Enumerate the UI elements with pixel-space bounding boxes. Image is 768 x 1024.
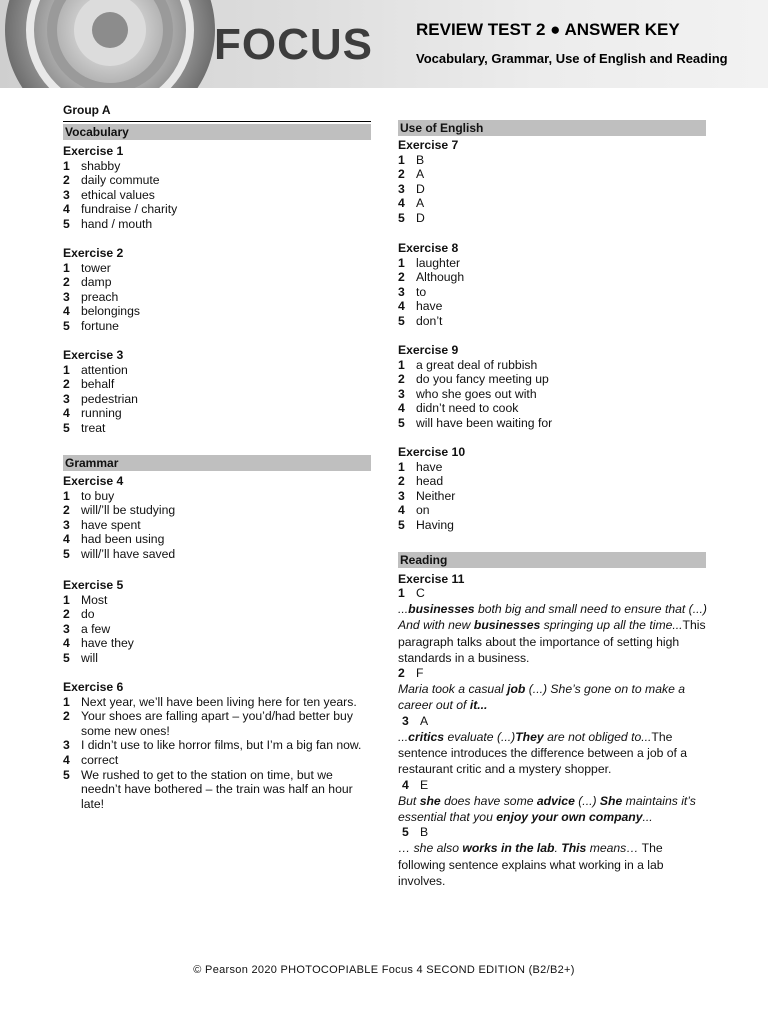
answer-item: [398, 503, 706, 518]
answer-text: who she goes out with: [416, 386, 537, 401]
answer-item: [398, 401, 706, 416]
answer-text: ethical values: [81, 187, 155, 202]
answer-number: 3: [398, 284, 405, 299]
answer-item: [63, 275, 371, 290]
reading-evidence-2: Maria took a casual job (...) She’s gone on to make a career out of it...: [398, 682, 686, 713]
exercise-7: [398, 138, 706, 226]
brand-disc-graphic: [0, 0, 240, 88]
answer-item: [398, 372, 706, 387]
answer-item: [398, 358, 706, 373]
exercise-10: [398, 445, 706, 533]
answer-number: 1: [63, 694, 70, 709]
section-reading: Reading: [398, 552, 706, 568]
answer-number: 2: [398, 474, 405, 489]
answer-number: 5: [63, 650, 70, 665]
answer-text: treat: [81, 420, 106, 435]
answer-item: [63, 377, 371, 392]
exercise-title: Exercise 4: [63, 474, 124, 488]
answer-item: [398, 416, 706, 431]
section-grammar: Grammar: [63, 455, 371, 471]
answer-text: daily commute: [81, 173, 160, 188]
answer-number: 3: [63, 391, 70, 406]
answer-number: 1: [63, 158, 70, 173]
answer-number: 4: [398, 401, 405, 416]
answer-item: [63, 593, 371, 608]
reading-evidence-3: ...critics evaluate (...)They are not obliged to...The sentence introduces the difference between a job of a restaurant critic and a mystery shopper.: [398, 729, 688, 777]
answer-item: [398, 387, 706, 402]
answer-item: [63, 695, 363, 710]
answer-item: [63, 518, 371, 533]
document-title: REVIEW TEST 2 ● ANSWER KEY: [416, 20, 680, 39]
answer-item: [398, 167, 706, 182]
reading-answer-5: 5 B: [402, 825, 429, 840]
answer-item: [63, 738, 363, 753]
answer-item: [398, 256, 706, 271]
exercise-title: Exercise 5: [63, 578, 124, 592]
answer-text: had been using: [81, 532, 165, 547]
answer-item: [63, 421, 371, 436]
answer-text: fundraise / charity: [81, 202, 178, 217]
answer-number: 5: [398, 210, 405, 225]
answer-text: D: [416, 210, 425, 225]
answer-number: 2: [63, 173, 70, 188]
answer-item: [63, 188, 371, 203]
group-divider: [63, 121, 371, 122]
answer-item: [63, 636, 371, 651]
answer-item: [63, 547, 371, 562]
section-use-of-english: Use of English: [398, 120, 706, 136]
answer-text: We rushed to get to the station on time, but we needn’t have bothered – the train was half an hour late!: [81, 767, 353, 811]
answer-number: 2: [63, 503, 70, 518]
answer-text: correct: [81, 752, 119, 767]
answer-text: preach: [81, 289, 119, 304]
answer-number: 2: [63, 709, 70, 724]
answer-number: 5: [63, 546, 70, 561]
answer-item: [398, 211, 706, 226]
exercise-title: Exercise 6: [63, 680, 124, 694]
answer-number: 2: [63, 275, 70, 290]
answer-number: 3: [63, 517, 70, 532]
answer-item: [63, 489, 371, 504]
reading-evidence-1: ...businesses both big and small need to ensure that (...) And with new businesses springing up all the time...This paragraph talks about the importance of setting high standards in a business.: [398, 602, 707, 665]
answer-number: 5: [63, 767, 70, 782]
answer-item: [398, 460, 706, 475]
answer-text: shabby: [81, 158, 121, 173]
answer-number: 4: [63, 406, 70, 421]
reading-evidence-4: But she does have some advice (...) She maintains it’s essential that you enjoy your own company...: [398, 793, 696, 824]
answer-number: 1: [63, 488, 70, 503]
answer-text: have: [416, 299, 443, 314]
exercise-title: Exercise 1: [63, 144, 124, 158]
answer-number: 1: [63, 592, 70, 607]
answer-text: do you fancy meeting up: [416, 372, 549, 387]
answer-number: 3: [63, 187, 70, 202]
exercise-title: Exercise 3: [63, 348, 124, 362]
exercise-11: [398, 572, 708, 889]
answer-text: laughter: [416, 255, 461, 270]
reading-answer-1: 1 C: [398, 586, 425, 600]
answer-text: didn’t need to cook: [416, 401, 519, 416]
answer-number: 5: [63, 216, 70, 231]
answer-text: will/’ll be studying: [81, 503, 176, 518]
answer-item: [63, 159, 371, 174]
answer-text: Most: [81, 592, 108, 607]
exercise-title: Exercise 11: [398, 572, 465, 586]
section-vocabulary: Vocabulary: [63, 124, 371, 140]
answer-text: Your shoes are falling apart – you’d/had better buy some new ones!: [81, 709, 353, 738]
answer-text: B: [416, 152, 425, 167]
group-label: Group A: [63, 103, 111, 117]
answer-item: [63, 290, 371, 305]
answer-text: will have been waiting for: [416, 415, 553, 430]
answer-number: 1: [398, 459, 405, 474]
answer-number: 3: [398, 488, 405, 503]
answer-text: Next year, we’ll have been living here for ten years.: [81, 694, 357, 709]
answer-text: A: [416, 167, 425, 182]
answer-number: 1: [63, 362, 70, 377]
answer-text: a few: [81, 621, 111, 636]
answer-text: to: [416, 284, 427, 299]
answer-number: 5: [63, 420, 70, 435]
document-subtitle: Vocabulary, Grammar, Use of English and Reading: [416, 51, 728, 66]
answer-number: 4: [398, 503, 405, 518]
answer-number: 1: [63, 260, 70, 275]
answer-item: [63, 768, 363, 812]
answer-number: 1: [398, 357, 405, 372]
answer-number: 4: [63, 304, 70, 319]
answer-item: [398, 270, 706, 285]
answer-text: have they: [81, 636, 134, 651]
answer-number: 5: [398, 415, 405, 430]
answer-text: to buy: [81, 488, 115, 503]
answer-item: [63, 173, 371, 188]
exercise-title: Exercise 7: [398, 138, 459, 152]
answer-text: have: [416, 459, 443, 474]
answer-text: behalf: [81, 377, 115, 392]
answer-number: 5: [398, 313, 405, 328]
answer-number: 1: [398, 152, 405, 167]
exercise-3: [63, 348, 371, 436]
answer-item: [63, 217, 371, 232]
answer-text: do: [81, 607, 95, 622]
answer-item: [398, 285, 706, 300]
answer-text: a great deal of rubbish: [416, 357, 538, 372]
exercise-9: [398, 343, 706, 431]
answer-text: attention: [81, 362, 128, 377]
answer-text: Having: [416, 517, 454, 532]
page-header: [0, 0, 768, 88]
answer-item: [63, 532, 371, 547]
exercise-1: [63, 144, 371, 232]
answer-text: running: [81, 406, 122, 421]
answer-item: [63, 607, 371, 622]
reading-answer-3: 3 A: [402, 713, 429, 728]
reading-evidence-5: … she also works in the lab. This means… The following sentence explains what working in a lab involves.: [398, 841, 664, 888]
answer-number: 5: [63, 318, 70, 333]
answer-item: [398, 518, 706, 533]
brand-logo: FOCUS: [214, 20, 373, 69]
answer-text: tower: [81, 260, 111, 275]
answer-number: 1: [398, 255, 405, 270]
answer-number: 3: [63, 289, 70, 304]
answer-number: 3: [398, 181, 405, 196]
answer-item: [63, 304, 371, 319]
answer-text: damp: [81, 275, 112, 290]
answer-number: 2: [398, 270, 405, 285]
answer-text: head: [416, 474, 444, 489]
answer-number: 4: [398, 299, 405, 314]
answer-item: [398, 182, 706, 197]
answer-number: 4: [398, 196, 405, 211]
answer-number: 4: [63, 202, 70, 217]
answer-item: [63, 503, 371, 518]
exercise-title: Exercise 8: [398, 241, 459, 255]
answer-item: [398, 153, 706, 168]
exercise-6: [63, 680, 363, 811]
answer-item: [63, 709, 363, 738]
answer-item: [63, 319, 371, 334]
answer-text: hand / mouth: [81, 216, 153, 231]
exercise-8: [398, 241, 706, 329]
exercise-4: [63, 474, 371, 562]
answer-text: on: [416, 503, 430, 518]
answer-item: [63, 406, 371, 421]
answer-item: [63, 392, 371, 407]
answer-number: 2: [398, 372, 405, 387]
answer-number: 5: [398, 517, 405, 532]
exercise-2: [63, 246, 371, 334]
answer-text: A: [416, 196, 425, 211]
answer-number: 3: [63, 738, 70, 753]
answer-text: belongings: [81, 304, 140, 319]
reading-answer-4: 4 E: [402, 777, 429, 792]
answer-item: [398, 489, 706, 504]
answer-number: 2: [63, 377, 70, 392]
answer-text: have spent: [81, 517, 141, 532]
answer-text: I didn’t use to like horror films, but I’m a big fan now.: [81, 738, 362, 753]
answer-number: 4: [63, 532, 70, 547]
answer-text: will: [81, 650, 98, 665]
answer-number: 2: [63, 607, 70, 622]
answer-item: [63, 363, 371, 378]
exercise-5: [63, 578, 371, 666]
exercise-title: Exercise 10: [398, 445, 466, 459]
answer-item: [63, 622, 371, 637]
answer-item: [398, 299, 706, 314]
answer-item: [398, 474, 706, 489]
answer-text: D: [416, 181, 425, 196]
answer-text: Although: [416, 270, 465, 285]
answer-item: [398, 196, 706, 211]
answer-item: [63, 202, 371, 217]
reading-answer-2: 2 F: [398, 666, 424, 681]
answer-text: don’t: [416, 313, 443, 328]
answer-item: [63, 261, 371, 276]
answer-number: 3: [398, 386, 405, 401]
exercise-title: Exercise 9: [398, 343, 459, 357]
answer-item: [63, 651, 371, 666]
answer-number: 2: [398, 167, 405, 182]
answer-text: Neither: [416, 488, 456, 503]
answer-item: [398, 314, 706, 329]
answer-number: 3: [63, 621, 70, 636]
answer-number: 4: [63, 636, 70, 651]
answer-item: [63, 753, 363, 768]
answer-text: will/’ll have saved: [81, 546, 176, 561]
answer-text: fortune: [81, 318, 119, 333]
page-footer: © Pearson 2020 PHOTOCOPIABLE Focus 4 SECOND EDITION (B2/B2+): [193, 964, 575, 976]
exercise-title: Exercise 2: [63, 246, 124, 260]
answer-number: 4: [63, 752, 70, 767]
answer-text: pedestrian: [81, 391, 138, 406]
